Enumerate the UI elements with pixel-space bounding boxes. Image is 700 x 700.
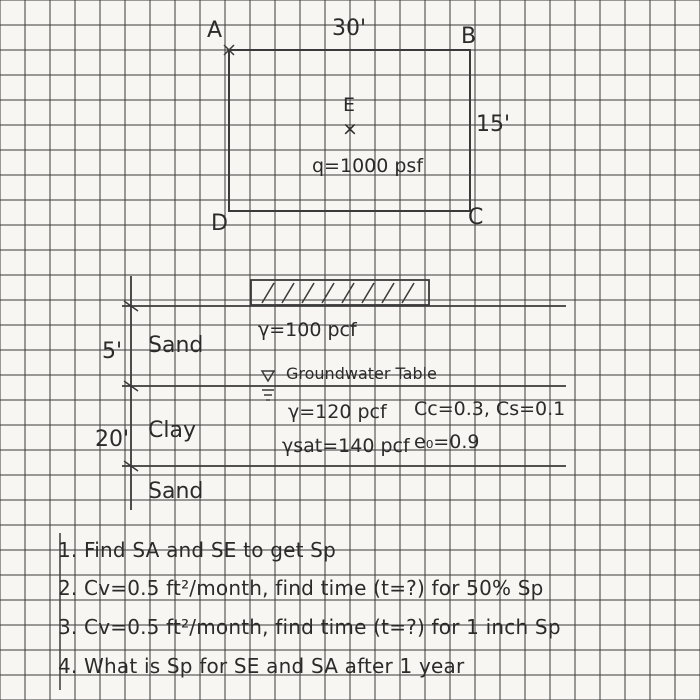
question-4: 4. What is Sp for SE and SA after 1 year <box>58 654 465 678</box>
applied-load-label: q=1000 psf <box>312 155 424 177</box>
layer2-saturated-unit-weight-label: γsat=140 pcf <box>282 435 410 457</box>
layer1-unit-weight-label: γ=100 pcf <box>258 319 357 341</box>
question-3: 3. Cv=0.5 ft²/month, find time (t=?) for 1 inch Sp <box>58 615 561 639</box>
width-dimension-label: 15' <box>476 112 511 137</box>
layer1-thickness-label: 5' <box>102 339 123 364</box>
corner-d-label: D <box>211 211 228 236</box>
layer2-unit-weight-label: γ=120 pcf <box>288 401 387 423</box>
layer2-compression-indices-label: Cc=0.3, Cs=0.1 <box>414 398 566 420</box>
layer2-void-ratio-label: e₀=0.9 <box>414 431 480 453</box>
point-e-marker: × <box>342 118 358 140</box>
question-2: 2. Cv=0.5 ft²/month, find time (t=?) for 50% Sp <box>58 576 544 600</box>
corner-b-label: B <box>461 24 477 49</box>
layer2-thickness-label: 20' <box>95 427 130 452</box>
question-1: 1. Find SA and SE to get Sp <box>58 538 336 562</box>
corner-a-label: A <box>207 18 223 43</box>
length-dimension-label: 30' <box>332 16 367 41</box>
layer1-name-label: Sand <box>148 333 204 358</box>
corner-c-label: C <box>468 205 484 230</box>
layer2-name-label: Clay <box>148 418 196 443</box>
layer3-name-label: Sand <box>148 479 204 504</box>
point-e-label: E <box>343 94 356 116</box>
groundwater-table-label: Groundwater Table <box>286 364 437 383</box>
